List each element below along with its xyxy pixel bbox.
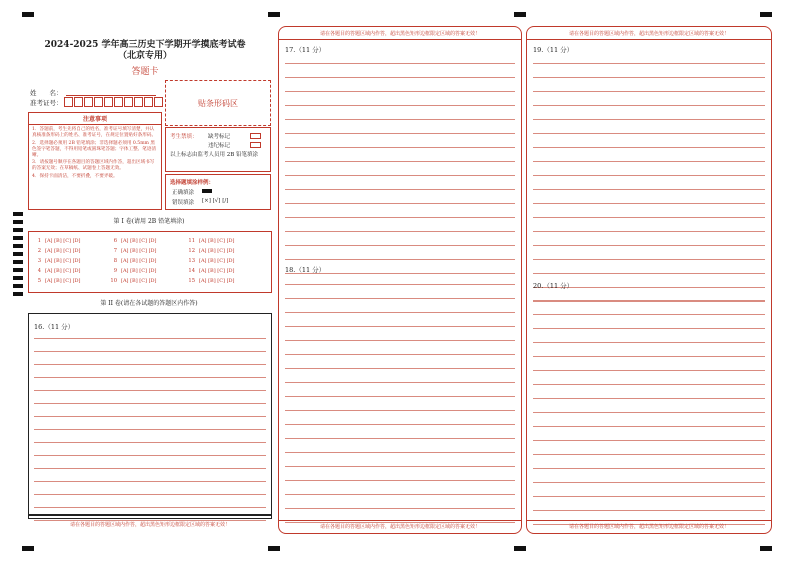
q19-label: 19.（11 分）: [533, 46, 574, 54]
alignment-mark-bc1: [268, 546, 280, 551]
wrong-fill-marks: [×] [√] [/]: [202, 198, 229, 204]
wrong-fill-label: 错误填涂: [172, 200, 195, 206]
barcode-label: 贴条形码区: [198, 98, 238, 108]
exam-status-instruction: 以上标志由监考人员用 2B 铅笔填涂: [170, 152, 259, 158]
choice-row[interactable]: 7 [A] [B] [C] [D]: [113, 248, 157, 254]
choice-row[interactable]: 9 [A] [B] [C] [D]: [113, 268, 157, 274]
notice-item-4: 4．保持卡面清洁，不要折叠，不要弄破。: [32, 173, 118, 179]
middle-panel-notice-bottom: 请在各题目的答题区域内作答，超出黑色矩形边框限定区域的答案无效！: [319, 524, 480, 530]
choice-row[interactable]: 11 [A] [B] [C] [D]: [188, 238, 235, 244]
choice-row[interactable]: 8 [A] [B] [C] [D]: [113, 258, 157, 264]
right-panel-notice-top: 请在各题目的答题区域内作答，超出黑色矩形边框限定区域的答案无效！: [568, 31, 729, 37]
alignment-mark-tl: [22, 12, 34, 17]
alignment-mark-tc2: [514, 12, 526, 17]
choice-row[interactable]: 3 [A] [B] [C] [D]: [37, 258, 81, 264]
name-field[interactable]: [66, 95, 156, 96]
choice-row[interactable]: 4 [A] [B] [C] [D]: [37, 268, 81, 274]
notice-item-1: 1．答题前，考生先将自己的姓名，准考证号填写清楚，并认真核准条形码上的姓名、准考证号，在规定位置贴好条形码。: [32, 127, 157, 138]
q16-outer-frame: [28, 313, 272, 519]
barcode-area: [165, 80, 271, 126]
notice-item-3: 3．请按题号顺序在各题目的答题区域内作答，超出区域书写的答案无效；在草稿纸、试题卷上答题无效。: [32, 160, 155, 171]
choice-row[interactable]: 12 [A] [B] [C] [D]: [188, 248, 235, 254]
q20-answer-lines[interactable]: [533, 287, 765, 525]
alignment-mark-tr: [760, 12, 772, 17]
choice-row[interactable]: 2 [A] [B] [C] [D]: [37, 248, 81, 254]
choice-row[interactable]: 6 [A] [B] [C] [D]: [113, 238, 157, 244]
name-label: 姓 名：: [30, 89, 63, 97]
fill-sample-box: [165, 174, 271, 210]
q17-label: 17.（11 分）: [285, 46, 326, 54]
exam-title: 2024-2025 学年高三历史下学期开学摸底考试卷: [44, 40, 246, 50]
notice-title: 注意事项: [29, 113, 161, 125]
absent-label: 缺考标记: [208, 134, 231, 140]
card-label: 答题卡: [131, 67, 159, 77]
id-label: 准考证号：: [30, 99, 63, 107]
alignment-mark-tc1: [268, 12, 280, 17]
notice-box: [28, 112, 162, 210]
fill-sample-title: 选择题填涂样例：: [170, 180, 215, 186]
choice-row[interactable]: 1 [A] [B] [C] [D]: [37, 238, 81, 244]
q16-bottom-rule: [28, 514, 272, 516]
exam-subtitle: （北京专用）: [117, 51, 172, 61]
exam-status-box: [165, 127, 271, 172]
q19-answer-lines[interactable]: [533, 50, 765, 302]
choice-row[interactable]: 5 [A] [B] [C] [D]: [37, 278, 81, 284]
alignment-mark-bc2: [514, 546, 526, 551]
notice-item-2: 2．选择题必须用 2B 铅笔填涂；非选择题必须用 0.5mm 黑色签字笔答题，不得用铅笔或圆珠笔答题；字体工整、笔迹清晰。: [32, 140, 157, 158]
choice-row[interactable]: 10 [A] [B] [C] [D]: [110, 278, 157, 284]
q18-label: 18.（11 分）: [285, 266, 326, 274]
middle-panel-notice-top: 请在各题目的答题区域内作答，超出黑色矩形边框限定区域的答案无效！: [319, 31, 480, 37]
id-boxes[interactable]: [64, 97, 164, 107]
absent-mark-box[interactable]: [250, 133, 261, 139]
choice-row[interactable]: 15 [A] [B] [C] [D]: [188, 278, 235, 284]
alignment-mark-bl: [22, 546, 34, 551]
section2-title: 第 II 卷(请在各试题的答题区内作答): [100, 300, 198, 307]
right-panel-notice-bottom: 请在各题目的答题区域内作答，超出黑色矩形边框限定区域的答案无效！: [568, 524, 729, 530]
q18-answer-lines[interactable]: [285, 271, 515, 523]
choice-row[interactable]: 13 [A] [B] [C] [D]: [188, 258, 235, 264]
violation-label: 违纪标记: [208, 143, 231, 149]
q17-answer-lines[interactable]: [285, 50, 515, 274]
q16-panel-notice: 请在各题目的答题区域内作答，超出黑色矩形边框限定区域的答案无效！: [69, 522, 230, 528]
answer-panel-middle: [278, 26, 522, 534]
correct-fill-sample: [202, 189, 212, 193]
q16-label: 16.（11 分）: [34, 323, 75, 331]
correct-fill-label: 正确填涂: [172, 190, 195, 196]
q16-answer-lines[interactable]: [34, 326, 266, 521]
q20-label: 20.（11 分）: [533, 282, 574, 290]
section1-title: 第 I 卷(请用 2B 铅笔填涂): [113, 218, 185, 225]
alignment-mark-br: [760, 546, 772, 551]
exam-status-label: 考生禁填：: [170, 134, 198, 140]
answer-panel-right: [526, 26, 772, 534]
choice-row[interactable]: 14 [A] [B] [C] [D]: [188, 268, 235, 274]
choice-grid: [28, 231, 272, 293]
violation-mark-box[interactable]: [250, 142, 261, 148]
